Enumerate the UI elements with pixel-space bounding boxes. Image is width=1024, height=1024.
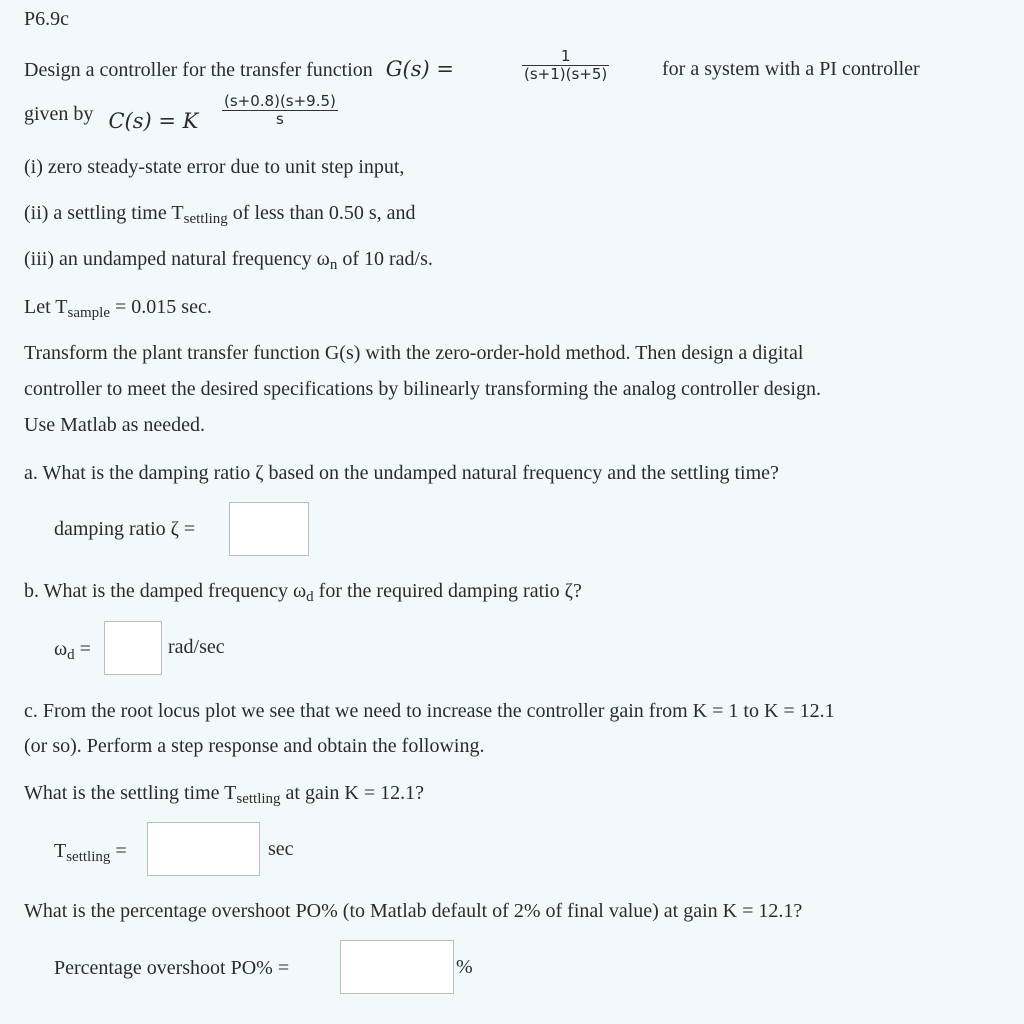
c-denominator: s	[276, 110, 284, 128]
intro-line	[24, 56, 454, 83]
omega-d-symbol: ω	[54, 638, 68, 660]
settling-label-eq: =	[110, 840, 127, 862]
settling-time-unit: sec	[268, 838, 294, 860]
transform-line-3: Use Matlab as needed.	[24, 414, 206, 436]
g-denominator: (s+1)(s+5)	[524, 65, 608, 83]
intro-text-a: Design a controller for the transfer function	[24, 59, 373, 81]
req-3-text-b: of 10 rad/s.	[337, 248, 433, 270]
transform-line-1: Transform the plant transfer function G(s) with the zero-order-hold method. Then design a digital	[24, 342, 804, 364]
problem-id: P6.9c	[24, 8, 69, 30]
settling-time-question	[24, 780, 424, 806]
req-2-text-a: (ii) a settling time T	[24, 202, 184, 224]
damped-frequency-input[interactable]	[104, 621, 162, 675]
settling-q-text-a: What is the settling time T	[24, 782, 237, 804]
overshoot-label: Percentage overshoot PO% =	[54, 957, 290, 979]
omega-d-eq: =	[74, 638, 91, 660]
req-3-text-a: (iii) an undamped natural frequency ω	[24, 248, 330, 270]
c-numerator: (s+0.8)(s+9.5)	[224, 92, 336, 110]
tsample-text-a: Let T	[24, 296, 68, 318]
settling-label-t: T	[54, 840, 67, 862]
part-a-question: a. What is the damping ratio ζ based on the undamped natural frequency and the settling time?	[24, 462, 779, 484]
part-a-label: damping ratio ζ =	[54, 518, 196, 540]
req-2-text-b: of less than 0.50 s, and	[227, 202, 416, 224]
settling-time-label	[54, 838, 127, 864]
g-numerator: 1	[522, 48, 609, 66]
requirement-1: (i) zero steady-state error due to unit step input,	[24, 156, 405, 178]
c-lhs: C(s) = K	[108, 109, 199, 133]
settling-q-sub: settling	[236, 791, 281, 807]
part-b-text-a: b. What is the damped frequency ω	[24, 580, 307, 602]
damping-ratio-input[interactable]	[229, 502, 309, 556]
intro-text-b: for a system with a PI controller	[662, 58, 920, 80]
requirement-3	[24, 246, 433, 272]
overshoot-question: What is the percentage overshoot PO% (to Matlab default of 2% of final value) at gain K = 12.1?	[24, 900, 803, 922]
overshoot-input[interactable]	[340, 940, 454, 994]
tsample-text-b: = 0.015 sec.	[110, 296, 212, 318]
settling-q-text-b: at gain K = 12.1?	[280, 782, 425, 804]
part-c-question-2: (or so). Perform a step response and obtain the following.	[24, 735, 485, 757]
req-2-sub: settling	[183, 211, 228, 227]
part-b-sub: d	[306, 589, 314, 605]
part-c-question-1: c. From the root locus plot we see that we need to increase the controller gain from K = 1 to K = 12.1	[24, 700, 835, 722]
part-b-text-b: for the required damping ratio ζ?	[313, 580, 582, 602]
omega-d-sub: d	[67, 647, 75, 663]
overshoot-unit: %	[456, 956, 473, 978]
settling-time-input[interactable]	[147, 822, 260, 876]
transform-line-2: controller to meet the desired specifications by bilinearly transforming the analog controller design.	[24, 378, 821, 400]
damped-frequency-unit: rad/sec	[168, 636, 225, 658]
given-by-text: given by	[24, 103, 94, 125]
tsample-line	[24, 294, 212, 320]
part-b-question	[24, 578, 582, 604]
tsample-sub: sample	[67, 305, 111, 321]
part-b-label	[54, 636, 91, 662]
given-by-line	[24, 100, 199, 133]
g-fraction	[522, 48, 609, 83]
requirement-2	[24, 200, 416, 226]
c-fraction	[222, 93, 338, 128]
settling-label-sub: settling	[66, 849, 111, 865]
req-3-sub: n	[329, 257, 338, 273]
g-lhs: G(s) =	[385, 57, 454, 81]
